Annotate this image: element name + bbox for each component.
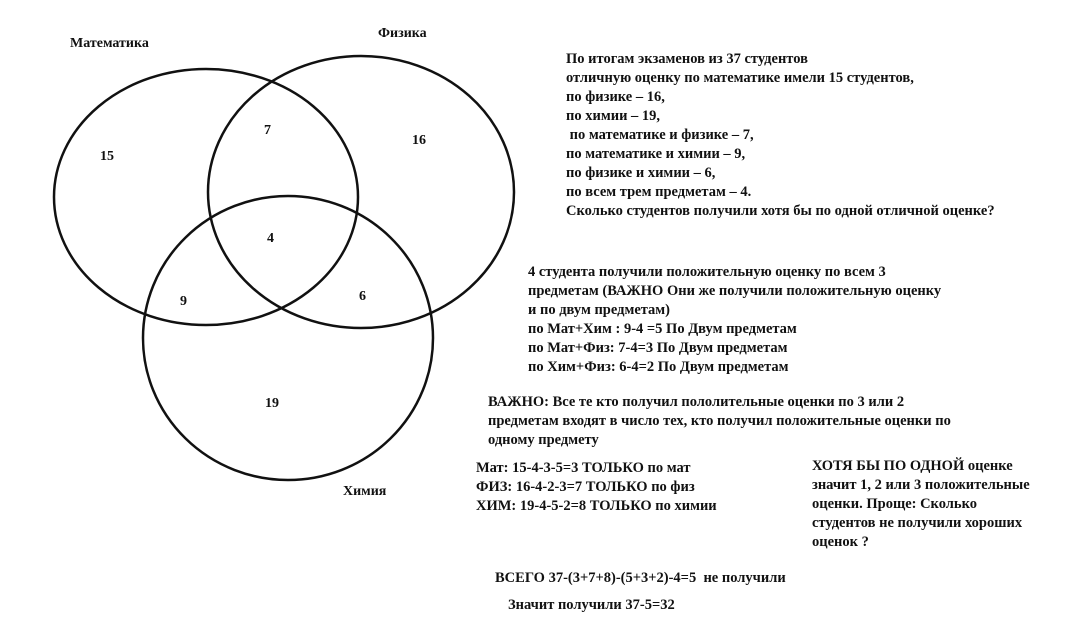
explanation-line: по Хим+Физ: 6-4=2 По Двум предметам (528, 359, 789, 375)
problem-statement (566, 50, 995, 221)
chemistry-circle (143, 196, 433, 480)
problem-line: по математике и физике – 7, (566, 127, 754, 143)
problem-line: по физике – 16, (566, 89, 665, 105)
problem-line: Сколько студентов получили хотя бы по одной отличной оценке? (566, 203, 995, 219)
only-one-line: ХИМ: 19-4-5-2=8 ТОЛЬКО по химии (476, 498, 717, 514)
at-least-one-line: значит 1, 2 или 3 положительные (812, 477, 1030, 493)
problem-line: по математике и химии – 9, (566, 146, 746, 162)
at-least-one-note (812, 457, 1030, 552)
explanation-line: 4 студента получили положительную оценку по всем 3 (528, 264, 886, 280)
only-one-line: ФИЗ: 16-4-2-3=7 ТОЛЬКО по физ (476, 479, 695, 495)
label-math: Математика (70, 36, 149, 51)
important-note (488, 393, 951, 450)
value-chemistry: 19 (265, 396, 279, 411)
at-least-one-line: оценки. Проще: Сколько (812, 496, 977, 512)
label-physics: Физика (378, 26, 427, 41)
important-line: одному предмету (488, 432, 599, 448)
value-math-physics: 7 (264, 123, 271, 138)
explanation-line: и по двум предметам) (528, 302, 671, 318)
value-all-three: 4 (267, 231, 274, 246)
problem-line: по химии – 19, (566, 108, 661, 124)
problem-line: по всем трем предметам – 4. (566, 184, 752, 200)
result-line: Значит получили 37-5=32 (508, 597, 675, 613)
problem-line: По итогам экзаменов из 37 студентов (566, 51, 808, 67)
at-least-one-line: студентов не получили хороших (812, 515, 1023, 531)
explanation-two-subjects (528, 263, 941, 377)
important-line: ВАЖНО: Все те кто получил пололительные оценки по 3 или 2 (488, 394, 905, 410)
value-physics: 16 (412, 133, 426, 148)
physics-circle (208, 56, 514, 328)
explanation-line: предметам (ВАЖНО Они же получили положительную оценку (528, 283, 942, 299)
only-one-line: Мат: 15-4-3-5=3 ТОЛЬКО по мат (476, 460, 691, 476)
value-physics-chemistry: 6 (359, 289, 366, 304)
explanation-line: по Мат+Хим : 9-4 =5 По Двум предметам (528, 321, 797, 337)
problem-line: отличную оценку по математике имели 15 студентов, (566, 70, 914, 86)
value-math: 15 (100, 149, 114, 164)
at-least-one-line: оценок ? (812, 534, 869, 550)
value-math-chemistry: 9 (180, 294, 187, 309)
important-line: предметам входят в число тех, кто получил положительные оценки по (488, 413, 951, 429)
explanation-line: по Мат+Физ: 7-4=3 По Двум предметам (528, 340, 788, 356)
at-least-one-line: ХОТЯ БЫ ПО ОДНОЙ оценке (812, 458, 1013, 474)
label-chemistry: Химия (343, 484, 387, 499)
problem-line: по физике и химии – 6, (566, 165, 716, 181)
only-one-subject (476, 459, 717, 516)
total-line: ВСЕГО 37-(3+7+8)-(5+3+2)-4=5 не получили (495, 570, 786, 586)
